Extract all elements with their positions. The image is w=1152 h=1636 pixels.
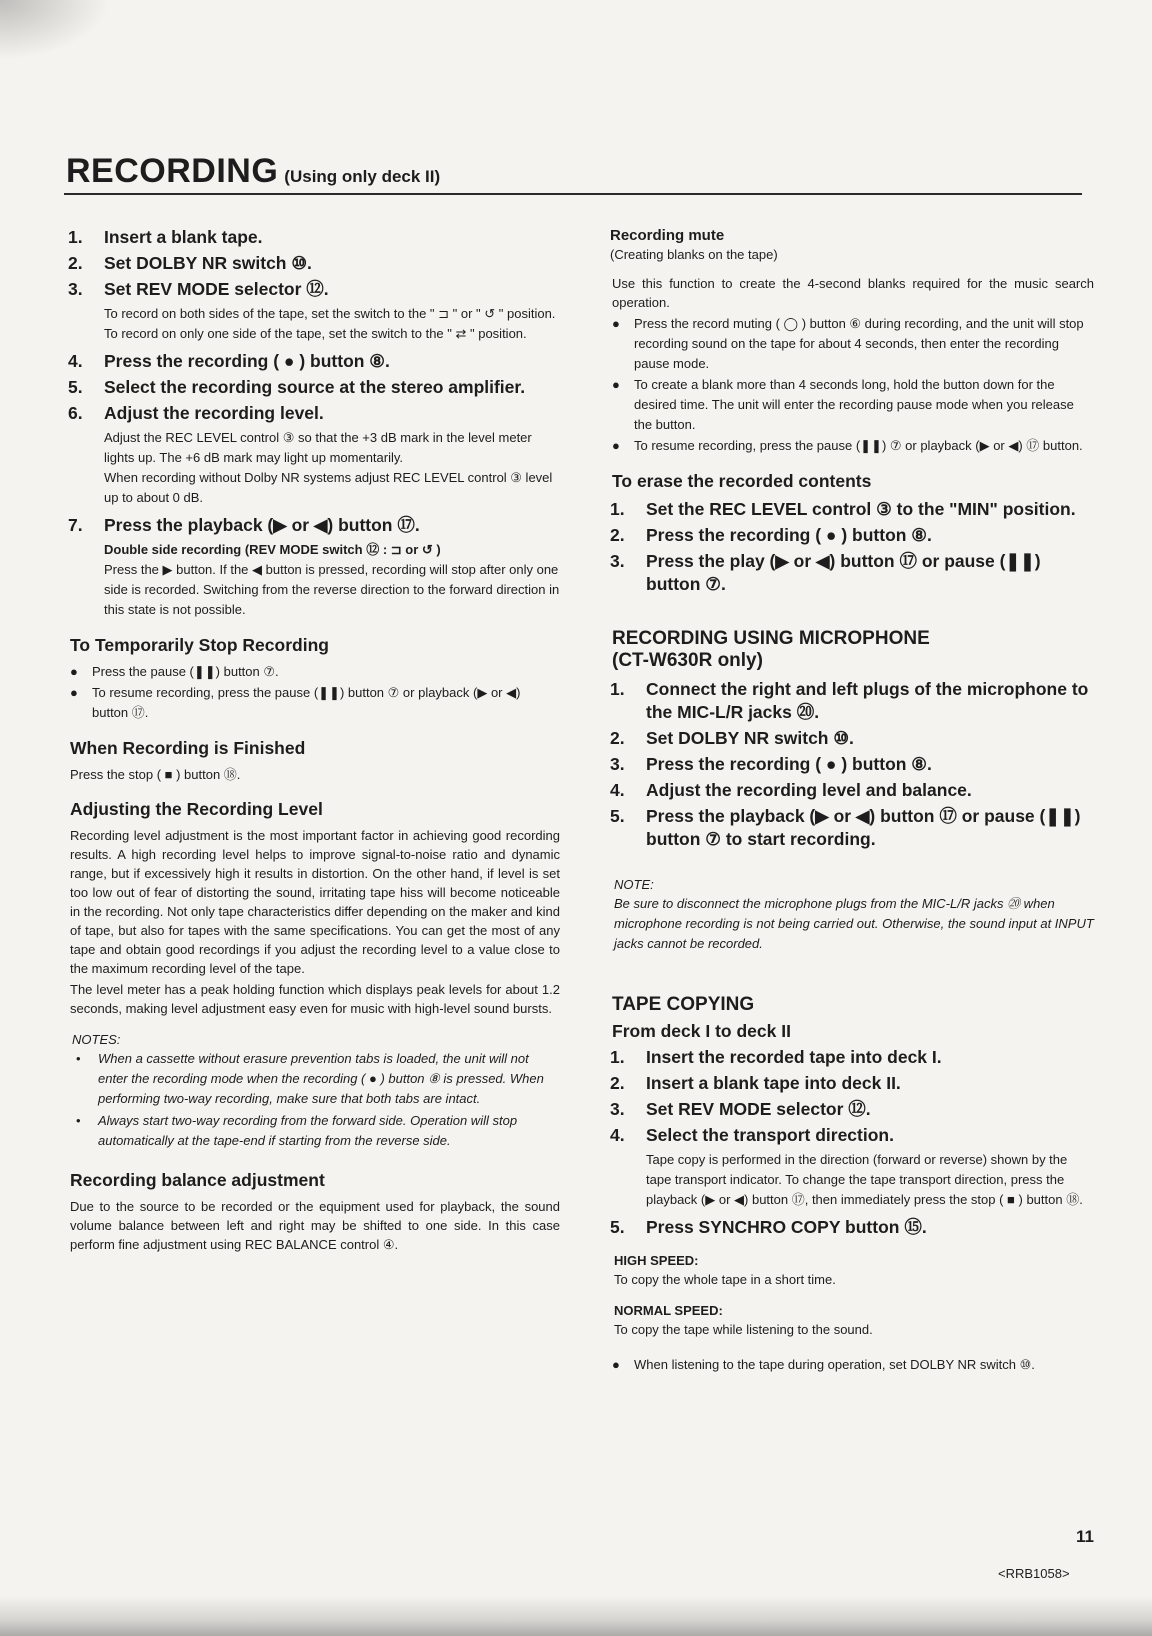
list-item-text: Press the record muting ( ◯ ) button ⑥ during recording, and the unit will stop recording sound on the tape for about 4 seconds, then enter the recording pause mode.: [634, 316, 1084, 371]
step-4: [68, 350, 560, 373]
notes-label: NOTES:: [72, 1032, 121, 1047]
step-6-text-1: Adjust the REC LEVEL control ③ so that the +3 dB mark in the level meter lights up. The +6 dB mark may light up momentarily.: [104, 430, 532, 465]
balance-heading: Recording balance adjustment: [70, 1170, 325, 1190]
title-sub: (Using only deck II): [284, 167, 441, 186]
step-number: 3.: [610, 754, 625, 774]
copying-subheading: From deck I to deck II: [612, 1021, 791, 1041]
copy-step-2: [610, 1072, 1094, 1095]
step-5: [68, 376, 560, 399]
step-text: Press the recording ( ● ) button ⑧.: [646, 525, 932, 545]
step-6: [68, 402, 560, 425]
step-number: 2.: [610, 728, 625, 748]
scan-shadow-corner: [0, 0, 110, 60]
mic-heading: RECORDING USING MICROPHONE: [612, 628, 930, 649]
step-text: Insert the recorded tape into deck I.: [646, 1047, 942, 1067]
step-text: Set DOLBY NR switch ⑩.: [646, 728, 854, 748]
step-text: Adjust the recording level and balance.: [646, 780, 972, 800]
note-text: When a cassette without erasure prevention tabs is loaded, the unit will not enter the recording mode when the recording ( ● ) button ⑧ is pressed. When performing two-way recording, make sure that both tabs are intact.: [98, 1051, 544, 1106]
erase-step-1: [610, 498, 1094, 521]
step-text: Set REV MODE selector ⑫.: [104, 279, 329, 299]
copying-list: [610, 1355, 1094, 1375]
list-item: [68, 662, 560, 682]
bullet-icon: •: [76, 1051, 81, 1066]
high-speed-label: HIGH SPEED:: [614, 1253, 699, 1268]
step-7-text: Press the ▶ button. If the ◀ button is pressed, recording will stop after only one side is recorded. Switching from the reverse direction to the forward direction in this state is not possible.: [104, 562, 560, 617]
mute-subheading: (Creating blanks on the tape): [610, 247, 778, 262]
step-text: Press the recording ( ● ) button ⑧.: [104, 351, 390, 371]
mic-note-text: Be sure to disconnect the microphone plugs from the MIC-L/R jacks ⑳ when microphone recording is not being carried out. Otherwise, the sound input at INPUT jacks cannot be recorded.: [614, 896, 1094, 951]
list-item-text: When listening to the tape during operation, set DOLBY NR switch ⑩.: [634, 1357, 1035, 1372]
list-item: [610, 436, 1094, 456]
step-number: 3.: [68, 279, 83, 299]
step-1: [68, 226, 560, 249]
right-column: [610, 226, 1094, 1381]
step-number: 1.: [610, 679, 625, 699]
list-item-text: To resume recording, press the pause (❚❚) button ⑦ or playback (▶ or ◀) button ⑰.: [92, 685, 521, 720]
copy-step-3: [610, 1098, 1094, 1121]
adjusting-para-2: The level meter has a peak holding function which displays peak levels for about 1.2 seconds, making level adjustment easy even for music with high-level sound bursts.: [70, 982, 560, 1016]
mic-note-label: NOTE:: [614, 877, 654, 892]
step-number: 5.: [610, 1217, 625, 1237]
finished-heading: When Recording is Finished: [70, 738, 306, 758]
copy-step-4: [610, 1124, 1094, 1147]
step-number: 7.: [68, 515, 83, 535]
step-number: 1.: [610, 1047, 625, 1067]
step-3: [68, 278, 560, 301]
step-text: Connect the right and left plugs of the microphone to the MIC-L/R jacks ⑳.: [646, 679, 1089, 722]
step-6-body: [68, 428, 560, 508]
copy-step-4-text: Tape copy is performed in the direction (forward or reverse) shown by the tape transport indicator. To change the tape transport direction, press the playback (▶ or ◀) button ⑰, then immediately press the stop ( ■ ) button ⑱.: [646, 1152, 1083, 1207]
left-column: [68, 226, 560, 1256]
step-number: 6.: [68, 403, 83, 423]
list-item: [610, 314, 1094, 374]
mic-step-5: [610, 805, 1094, 851]
notes-list: [68, 1049, 560, 1151]
step-7-lead: Double side recording (REV MODE switch ⑫ : ⊐ or ↺ ): [104, 542, 441, 557]
erase-heading: To erase the recorded contents: [612, 471, 872, 491]
step-7: [68, 514, 560, 537]
list-item-text: To resume recording, press the pause (❚❚) ⑦ or playback (▶ or ◀) ⑰ button.: [634, 438, 1083, 453]
step-number: 4.: [610, 780, 625, 800]
balance-text: Due to the source to be recorded or the equipment used for playback, the sound volume balance between left and right may be shifted to one side. In this case perform fine adjustment using REC BALANCE control ④.: [70, 1199, 560, 1252]
list-item: [610, 375, 1094, 435]
erase-step-3: [610, 550, 1094, 596]
bullet-icon: ●: [612, 438, 620, 453]
note-text: Always start two-way recording from the forward side. Operation will stop automatically at the tape-end if starting from the reverse side.: [98, 1113, 518, 1148]
step-text: Adjust the recording level.: [104, 403, 324, 423]
step-text: Press SYNCHRO COPY button ⑮.: [646, 1217, 927, 1237]
title-rule: [64, 193, 1082, 195]
mute-heading: Recording mute: [610, 227, 725, 244]
document-code: <RRB1058>: [998, 1566, 1070, 1581]
step-number: 2.: [610, 1073, 625, 1093]
step-text: Insert a blank tape into deck II.: [646, 1073, 901, 1093]
copy-step-1: [610, 1046, 1094, 1069]
temp-stop-list: [68, 662, 560, 723]
step-3-body: [68, 304, 560, 344]
bullet-icon: ●: [612, 316, 620, 331]
step-text: Press the playback (▶ or ◀) button ⑰ or pause (❚❚) button ⑦ to start recording.: [646, 806, 1081, 849]
erase-step-2: [610, 524, 1094, 547]
step-number: 3.: [610, 551, 625, 571]
step-text: Set DOLBY NR switch ⑩.: [104, 253, 312, 273]
step-3-text: To record on both sides of the tape, set the switch to the " ⊐ " or " ↺ " position. To record on only one side of the tape, set the switch to the " ⇄ " position.: [104, 306, 556, 341]
mic-step-2: [610, 727, 1094, 750]
mute-intro: Use this function to create the 4-second blanks required for the music search operation.: [612, 276, 1094, 310]
step-number: 2.: [68, 253, 83, 273]
adjusting-para-1: Recording level adjustment is the most important factor in achieving good recording results. A high recording level helps to improve signal-to-noise ratio and dynamic range, but if excessively high it results in distortion. On the other hand, if level is set too low out of fear of distorting the sound, irritating tape hiss will become noticeable in the recording. Not only tape characteristics differ depending on the maker and kind of tape, but also for tapes with the same specifications. You can get the most of any tape and obtain good recordings if you adjust the recording level to a value close to the maximum recording level of the tape.: [70, 828, 560, 976]
normal-speed-text: To copy the tape while listening to the sound.: [614, 1322, 873, 1337]
normal-speed-label: NORMAL SPEED:: [614, 1303, 723, 1318]
step-text: Set the REC LEVEL control ③ to the "MIN" position.: [646, 499, 1076, 519]
copy-step-5: [610, 1216, 1094, 1239]
step-number: 4.: [610, 1125, 625, 1145]
step-number: 5.: [610, 806, 625, 826]
step-text: Select the recording source at the stereo amplifier.: [104, 377, 526, 397]
bullet-icon: ●: [612, 1357, 620, 1372]
page-title: [66, 152, 440, 191]
title-main: RECORDING: [66, 152, 279, 190]
step-text: Select the transport direction.: [646, 1125, 894, 1145]
note-item: [68, 1049, 560, 1109]
step-number: 2.: [610, 525, 625, 545]
mic-step-3: [610, 753, 1094, 776]
step-number: 5.: [68, 377, 83, 397]
step-text: Insert a blank tape.: [104, 227, 263, 247]
bullet-icon: ●: [70, 685, 78, 700]
temp-stop-heading: To Temporarily Stop Recording: [70, 635, 329, 655]
step-text: Press the play (▶ or ◀) button ⑰ or pause (❚❚) button ⑦.: [646, 551, 1041, 594]
step-number: 3.: [610, 1099, 625, 1119]
list-item-text: To create a blank more than 4 seconds long, hold the button down for the desired time. The unit will enter the recording pause mode when you release the button.: [634, 377, 1074, 432]
finished-text: Press the stop ( ■ ) button ⑱.: [70, 767, 241, 782]
mic-step-1: [610, 678, 1094, 724]
step-text: Press the recording ( ● ) button ⑧.: [646, 754, 932, 774]
page-number: 11: [1076, 1527, 1094, 1546]
note-item: [68, 1111, 560, 1151]
step-number: 1.: [68, 227, 83, 247]
copy-step-4-body: [610, 1150, 1094, 1210]
adjusting-heading: Adjusting the Recording Level: [70, 799, 323, 819]
list-item: [68, 683, 560, 723]
mute-list: [610, 314, 1094, 456]
step-text: Set REV MODE selector ⑫.: [646, 1099, 871, 1119]
bullet-icon: •: [76, 1113, 81, 1128]
step-6-text-2: When recording without Dolby NR systems adjust REC LEVEL control ③ level up to about 0 dB.: [104, 470, 553, 505]
list-item-text: Press the pause (❚❚) button ⑦.: [92, 664, 279, 679]
high-speed-text: To copy the whole tape in a short time.: [614, 1272, 836, 1287]
copying-heading: TAPE COPYING: [612, 994, 755, 1015]
scan-shadow-bottom: [0, 1596, 1152, 1636]
step-number: 4.: [68, 351, 83, 371]
bullet-icon: ●: [612, 377, 620, 392]
list-item: [610, 1355, 1094, 1375]
mic-step-4: [610, 779, 1094, 802]
mic-subheading: (CT-W630R only): [612, 650, 763, 671]
step-2: [68, 252, 560, 275]
step-7-body: [68, 540, 560, 620]
step-number: 1.: [610, 499, 625, 519]
step-text: Press the playback (▶ or ◀) button ⑰.: [104, 515, 420, 535]
bullet-icon: ●: [70, 664, 78, 679]
